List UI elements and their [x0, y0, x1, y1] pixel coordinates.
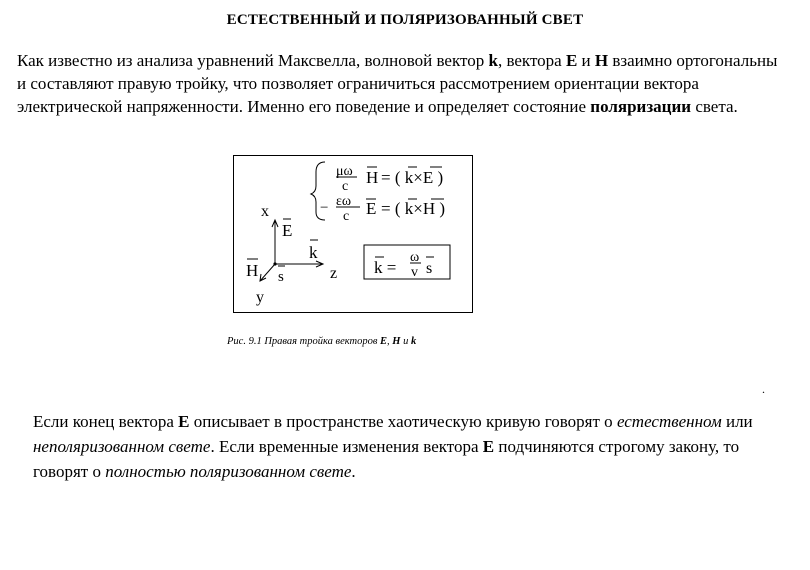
- eq3-numerator: ω: [410, 250, 420, 265]
- eq2-numerator: εω: [336, 194, 352, 209]
- polarization-term: поляризации: [590, 97, 692, 116]
- axes-figure-box: [233, 155, 473, 313]
- eq2-lhs: E: [366, 199, 377, 218]
- y-axis-label: y: [256, 289, 264, 306]
- unpolarized-light-term: неполяризованном свете: [33, 437, 211, 456]
- stray-dot: .: [762, 382, 765, 396]
- natural-light-term: естественном: [616, 412, 722, 431]
- eq2-denominator: c: [343, 209, 350, 224]
- eq1-lhs: H: [366, 168, 379, 187]
- eq2-rhs: = ( k×H ): [381, 199, 446, 218]
- k-vector-label: k: [309, 243, 318, 262]
- figure-caption: Рис. 9.1 Правая тройка векторов E, H и k: [227, 336, 417, 347]
- fully-polarized-light-term: полностью поляризованном свете: [105, 462, 352, 481]
- eq3-rhs: s: [426, 260, 433, 277]
- eq1-rhs: = ( k×E ): [381, 168, 444, 187]
- k-vector-term: k: [488, 51, 498, 70]
- page-title: ЕСТЕСТВЕННЫЙ И ПОЛЯРИЗОВАННЫЙ СВЕТ: [226, 12, 584, 28]
- eq1-denominator: c: [342, 179, 349, 194]
- eq1-numerator: μω: [336, 164, 353, 179]
- z-axis-label: z: [330, 265, 338, 282]
- x-axis-label: x: [261, 203, 269, 220]
- eq3-denominator: v: [411, 265, 418, 280]
- s-vector-label: s: [278, 269, 284, 285]
- h-vector-term: H: [594, 51, 609, 70]
- eq3-lhs: k =: [374, 258, 397, 277]
- eq2-sign: −: [320, 200, 329, 216]
- definition-paragraph: Если конец вектора E описывает в пространстве хаотическую кривую говорят о естественном или неполяризованном свете. Если временные изменения вектора E подчиняются строгому закону, то говорят о полностью поляризованном свете.: [33, 412, 753, 481]
- e-vector-label: E: [282, 221, 293, 240]
- intro-paragraph: Как известно из анализа уравнений Максвелла, волновой вектор k, вектора E и H взаимно ортогональны и составляют правую тройку, что позволяет ограничиться рассмотрением ориентации вектора электрической напряженности. Именно его поведение и определяет состояние поляризации света.: [17, 51, 778, 116]
- h-vector-label: H: [246, 261, 259, 280]
- e-vector-term: E: [565, 51, 578, 70]
